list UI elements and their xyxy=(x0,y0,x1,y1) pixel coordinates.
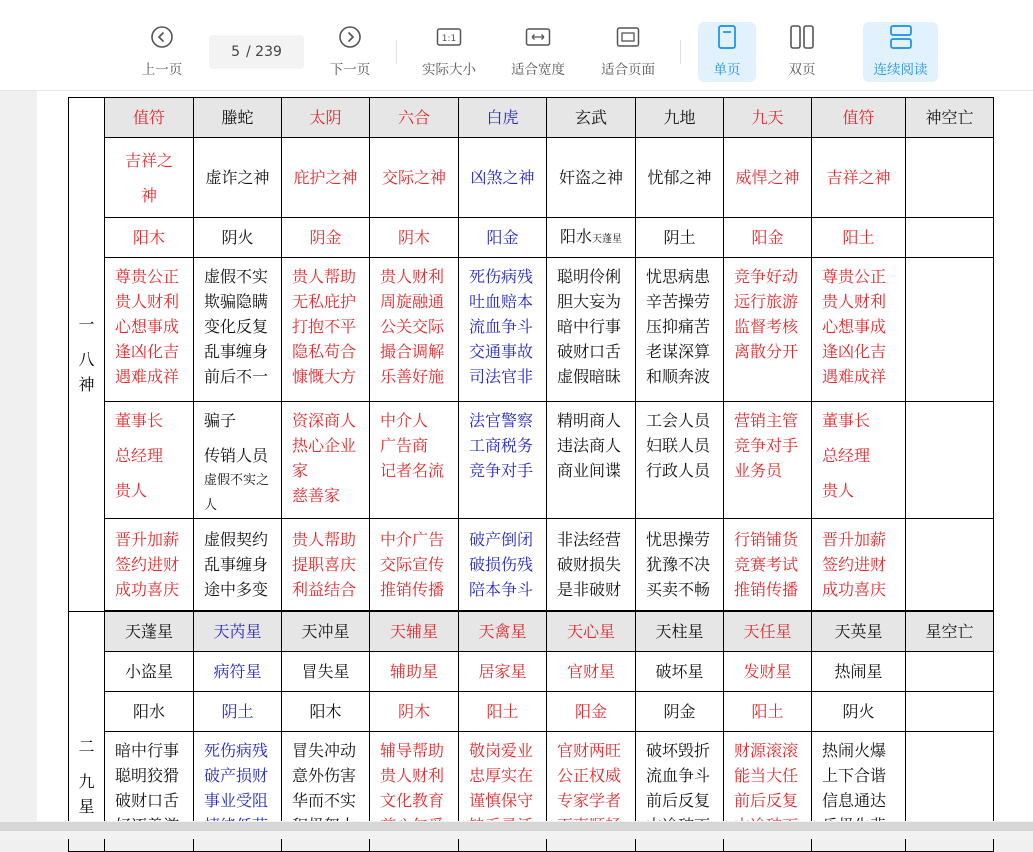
traits-cell: 贵人帮助 无私庇护 打抱不平 隐私苟合 慷慨大方 xyxy=(282,258,370,402)
svg-text:1:1: 1:1 xyxy=(441,34,457,44)
continuous-read-icon xyxy=(886,22,916,52)
wuxing-cell: 阳金 xyxy=(547,692,636,732)
traits-cell: 竞争好动 远行旅游 监督考核 离散分开 xyxy=(724,258,812,402)
wuxing-cell: 阳金 xyxy=(724,218,812,258)
header-cell: 值符 xyxy=(812,98,906,138)
nature-cell: 辅助星 xyxy=(370,652,459,692)
nature-cell: 凶煞之神 xyxy=(459,138,547,218)
wuxing-cell: 阴木 xyxy=(370,692,459,732)
traits-cell: 暗中行事 聪明狡猾 破财口舌 xyxy=(105,732,194,852)
total-pages: / 239 xyxy=(246,44,282,60)
wuxing-cell: 阳木 xyxy=(282,692,370,732)
traits-cell: 尊贵公正 贵人财利 心想事成 逢凶化吉 遇难成祥 xyxy=(812,258,906,402)
table-row xyxy=(69,612,994,652)
header-cell: 九地 xyxy=(636,98,724,138)
empty-cell xyxy=(906,258,994,402)
business-cell: 晋升加薪 签约进财 成功喜庆 xyxy=(812,519,906,611)
wuxing-cell: 阴火 xyxy=(812,692,906,732)
people-cell: 精明商人 违法商人 商业间谍 xyxy=(547,402,636,519)
nature-cell: 热闹星 xyxy=(812,652,906,692)
header-cell: 值符 xyxy=(105,98,194,138)
people-cell: 董事长 总经理 贵人 xyxy=(812,402,906,519)
nature-cell: 吉祥之神 xyxy=(812,138,906,218)
nature-cell: 吉祥之 神 xyxy=(105,138,194,218)
wuxing-cell: 阴土 xyxy=(194,692,282,732)
business-cell: 贵人帮助 提职喜庆 利益结合 xyxy=(282,519,370,611)
people-cell: 法官警察 工商税务 竞争对手 xyxy=(459,402,547,519)
nature-cell: 官财星 xyxy=(547,652,636,692)
traits-cell: 聪明伶俐 胆大妄为 暗中行事 破财口舌 虚假暗昧 xyxy=(547,258,636,402)
nature-cell: 小盗星 xyxy=(105,652,194,692)
wuxing-cell: 阳金 xyxy=(459,218,547,258)
actual-size-button[interactable] xyxy=(418,22,480,82)
header-cell: 螣蛇 xyxy=(194,98,282,138)
section-label-bashen: 一 八 神 xyxy=(69,98,105,612)
business-cell: 忧思操劳 犹豫不决 买卖不畅 xyxy=(636,519,724,611)
wuxing-cell: 阳木 xyxy=(105,218,194,258)
fit-width-label: 适合宽度 xyxy=(511,62,565,78)
header-cell: 星空亡 xyxy=(906,612,994,652)
header-cell: 六合 xyxy=(370,98,459,138)
traits-cell: 尊贵公正 贵人财利 心想事成 逢凶化吉 遇难成祥 xyxy=(105,258,194,402)
traits-cell: 热闹火爆 上下合谐 信息通达 xyxy=(812,732,906,852)
wuxing-cell: 阴木 xyxy=(370,218,459,258)
table-row xyxy=(69,402,994,519)
people-cell: 中介人 广告商 记者名流 xyxy=(370,402,459,519)
people-cell: 董事长 总经理 贵人 xyxy=(105,402,194,519)
header-cell: 九天 xyxy=(724,98,812,138)
empty-cell xyxy=(906,652,994,692)
qimen-table xyxy=(68,97,994,852)
header-cell: 天柱星 xyxy=(636,612,724,652)
toolbar-divider xyxy=(396,40,397,64)
nature-cell: 居家星 xyxy=(459,652,547,692)
header-cell: 天英星 xyxy=(812,612,906,652)
empty-cell xyxy=(906,402,994,519)
wuxing-cell: 阳土 xyxy=(812,218,906,258)
chevron-right-circle-icon xyxy=(335,22,365,52)
traits-cell: 官财两旺 公正权威 专家学者 xyxy=(547,732,636,852)
nature-cell: 忧郁之神 xyxy=(636,138,724,218)
traits-cell: 财源滚滚 能当大任 前后反复 xyxy=(724,732,812,852)
header-cell: 玄武 xyxy=(547,98,636,138)
business-cell: 虚假契约 乱事缠身 途中多变 xyxy=(194,519,282,611)
wuxing-cell: 阳土 xyxy=(724,692,812,732)
empty-cell xyxy=(906,218,994,258)
header-cell: 天心星 xyxy=(547,612,636,652)
header-cell: 天蓬星 xyxy=(105,612,194,652)
traits-cell: 忧思病患 辛苦操劳 压抑痛苦 老谋深算 和顺奔波 xyxy=(636,258,724,402)
fit-width-icon xyxy=(523,22,553,52)
traits-cell: 辅导帮助 贵人财利 文化教育 xyxy=(370,732,459,852)
table-row xyxy=(69,138,994,218)
nature-cell: 虚诈之神 xyxy=(194,138,282,218)
header-cell: 神空亡 xyxy=(906,98,994,138)
business-cell: 行销铺货 竞赛考试 推销传播 xyxy=(724,519,812,611)
traits-cell: 冒失冲动 意外伤害 华而不实 xyxy=(282,732,370,852)
single-page-label: 单页 xyxy=(713,62,741,78)
people-cell: 营销主管 竞争对手 业务员 xyxy=(724,402,812,519)
fit-page-label: 适合页面 xyxy=(601,62,655,78)
wuxing-cell: 阳土 xyxy=(459,692,547,732)
nature-cell: 病符星 xyxy=(194,652,282,692)
prev-page-label: 上一页 xyxy=(141,62,183,78)
wuxing-cell: 阴火 xyxy=(194,218,282,258)
fit-width-button[interactable] xyxy=(507,22,569,82)
wuxing-cell: 阴金 xyxy=(636,692,724,732)
traits-cell: 死伤病残 破产损财 事业受阻 xyxy=(194,732,282,852)
table-row xyxy=(69,692,994,732)
nature-cell: 交际之神 xyxy=(370,138,459,218)
actual-size-icon xyxy=(434,22,464,52)
header-cell: 白虎 xyxy=(459,98,547,138)
chevron-left-circle-icon xyxy=(147,22,177,52)
continuous-read-button[interactable] xyxy=(863,22,938,82)
traits-cell: 虚假不实 欺骗隐瞒 变化反复 乱事缠身 前后不一 xyxy=(194,258,282,402)
wuxing-cell: 阴金 xyxy=(282,218,370,258)
header-cell: 天辅星 xyxy=(370,612,459,652)
section-label-jiuxing: 二 九 星 xyxy=(69,612,105,852)
people-cell: 工会人员 妇联人员 行政人员 xyxy=(636,402,724,519)
single-page-button[interactable] xyxy=(698,22,756,82)
header-cell: 太阴 xyxy=(282,98,370,138)
people-cell: 资深商人 热心企业家 慈善家 xyxy=(282,402,370,519)
business-cell: 晋升加薪 签约进财 成功喜庆 xyxy=(105,519,194,611)
prev-page-button[interactable] xyxy=(138,22,186,82)
viewer-toolbar xyxy=(0,0,1033,91)
current-page[interactable]: 5 xyxy=(231,44,241,60)
table-row xyxy=(69,98,994,138)
continuous-read-label: 连续阅读 xyxy=(873,62,928,78)
nature-cell: 威悍之神 xyxy=(724,138,812,218)
traits-cell: 破坏毁折 流血争斗 前后反复 xyxy=(636,732,724,852)
business-cell: 非法经营 破财损失 是非破财 xyxy=(547,519,636,611)
double-page-button[interactable] xyxy=(776,22,828,82)
wuxing-cell: 阳水天蓬星 xyxy=(547,218,636,258)
header-cell: 天冲星 xyxy=(282,612,370,652)
next-page-label: 下一页 xyxy=(329,62,371,78)
header-cell: 天禽星 xyxy=(459,612,547,652)
traits-cell: 敬岗爱业 忠厚实在 谨慎保守 xyxy=(459,732,547,852)
actual-size-label: 实际大小 xyxy=(422,62,476,78)
nature-cell: 冒失星 xyxy=(282,652,370,692)
header-cell: 天任星 xyxy=(724,612,812,652)
empty-cell xyxy=(906,692,994,732)
table-row xyxy=(69,519,994,611)
double-page-icon xyxy=(787,22,817,52)
fit-page-icon xyxy=(613,22,643,52)
empty-cell xyxy=(906,519,994,611)
people-cell: 骗子 传销人员 虚假不实之人 xyxy=(194,402,282,519)
table-row xyxy=(69,652,994,692)
page-number-input[interactable] xyxy=(209,35,304,69)
traits-cell: 贵人财利 周旋融通 公关交际 撮合调解 乐善好施 xyxy=(370,258,459,402)
nature-cell: 奸盗之神 xyxy=(547,138,636,218)
single-page-icon xyxy=(712,22,742,52)
wuxing-cell: 阴土 xyxy=(636,218,724,258)
empty-cell xyxy=(906,138,994,218)
traits-cell: 死伤病残 吐血赔本 流血争斗 交通事故 司法官非 xyxy=(459,258,547,402)
header-cell: 天芮星 xyxy=(194,612,282,652)
nature-cell: 破坏星 xyxy=(636,652,724,692)
business-cell: 破产倒闭 破损伤残 陪本争斗 xyxy=(459,519,547,611)
business-cell: 中介广告 交际宣传 推销传播 xyxy=(370,519,459,611)
table-row xyxy=(69,218,994,258)
toolbar-divider xyxy=(680,40,681,64)
table-row xyxy=(69,258,994,402)
next-page-button[interactable] xyxy=(326,22,374,82)
horizontal-scrollbar[interactable] xyxy=(0,822,1033,831)
fit-page-button[interactable] xyxy=(597,22,659,82)
nature-cell: 庇护之神 xyxy=(282,138,370,218)
wuxing-cell: 阳水 xyxy=(105,692,194,732)
nature-cell: 发财星 xyxy=(724,652,812,692)
double-page-label: 双页 xyxy=(788,62,816,78)
